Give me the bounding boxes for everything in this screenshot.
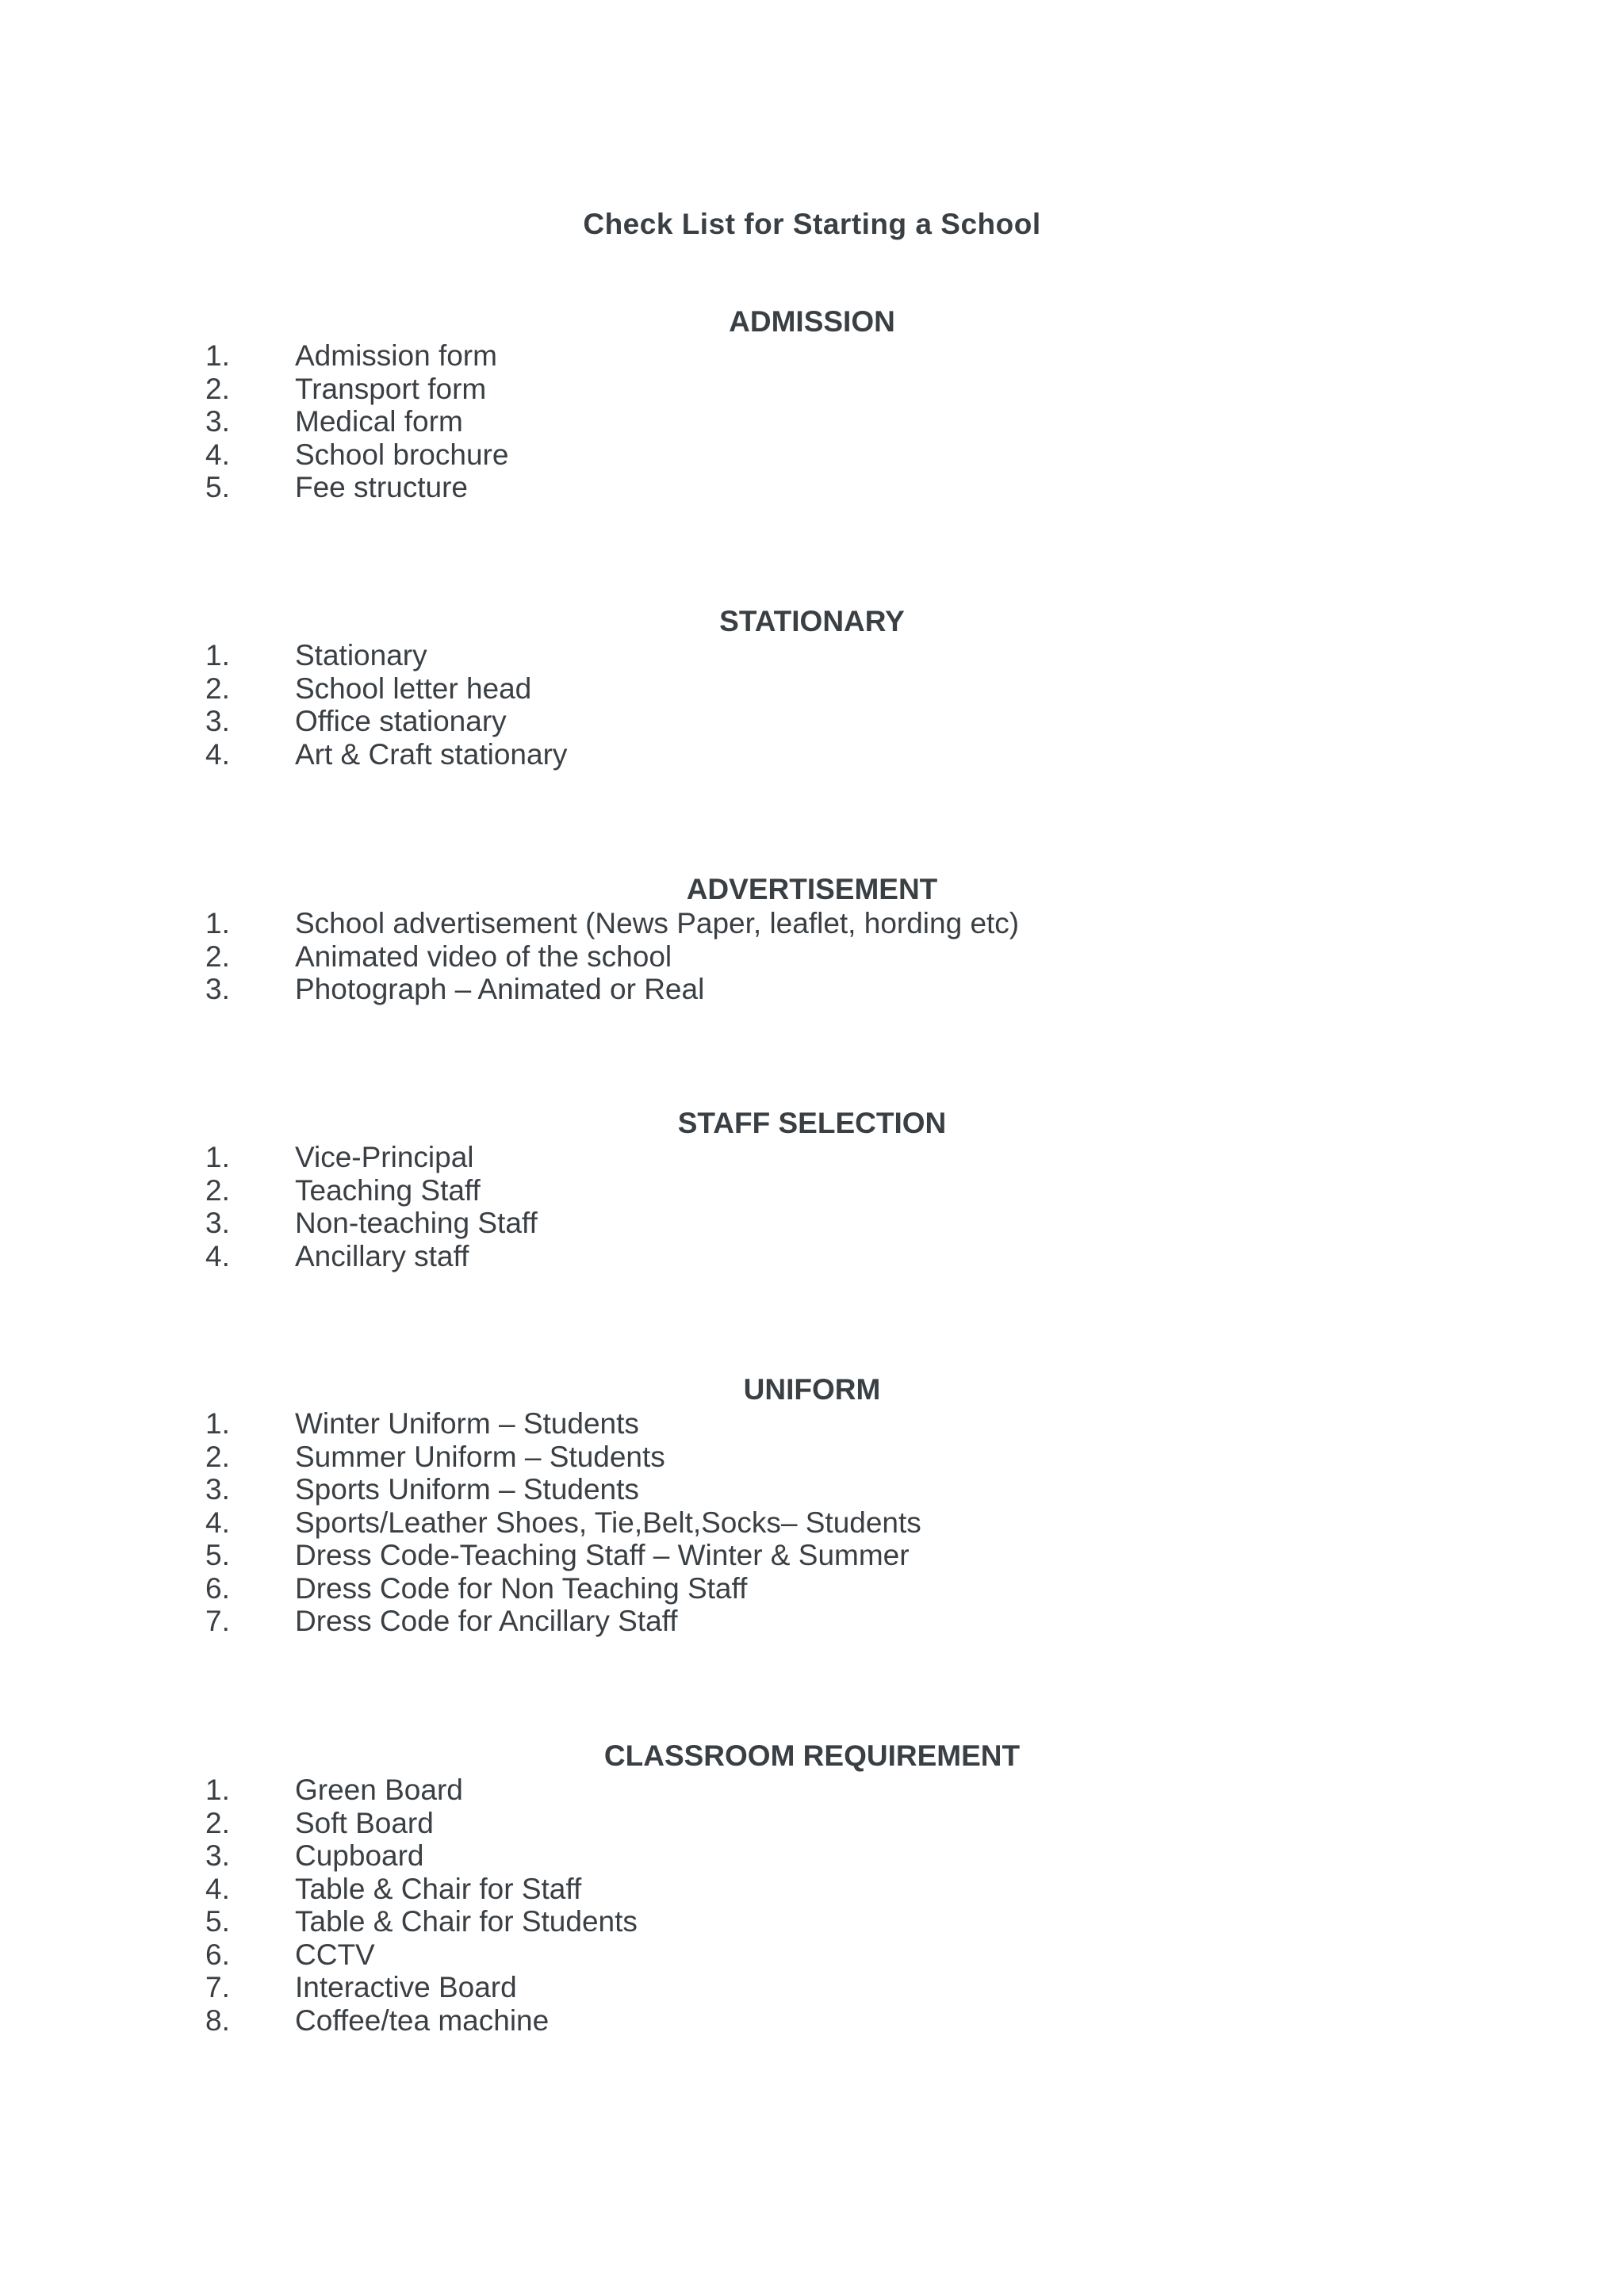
list-item (0, 738, 1624, 771)
item-text: Dress Code for Ancillary Staff (295, 1605, 678, 1637)
section-heading: ADVERTISEMENT (686, 873, 938, 905)
item-text: Sports/Leather Shoes, Tie,Belt,Socks– Students (295, 1506, 921, 1539)
item-text: Transport form (295, 372, 487, 405)
item-text: Sports Uniform – Students (295, 1473, 639, 1506)
section-heading: STATIONARY (719, 605, 905, 637)
list-item (0, 339, 1624, 373)
item-number: 7. (205, 1971, 230, 2003)
item-list (0, 1141, 1624, 1272)
list-item (0, 1938, 1624, 1972)
item-number: 3. (205, 405, 230, 438)
item-number: 4. (205, 1239, 230, 1272)
item-number: 7. (205, 1605, 230, 1637)
item-number: 3. (205, 1207, 230, 1239)
list-item (0, 1506, 1624, 1540)
list-item (0, 1207, 1624, 1240)
list-item (0, 1407, 1624, 1441)
list-item (0, 940, 1624, 974)
item-number: 3. (205, 1473, 230, 1506)
item-list (0, 907, 1624, 1006)
list-item (0, 672, 1624, 706)
item-text: Ancillary staff (295, 1239, 469, 1272)
item-number: 2. (205, 1440, 230, 1473)
list-item (0, 1572, 1624, 1605)
item-number: 4. (205, 438, 230, 471)
item-number: 8. (205, 2003, 230, 2037)
item-number: 3. (205, 705, 230, 737)
item-text: School advertisement (News Paper, leaflet, hording etc) (295, 907, 1020, 939)
item-number: 4. (205, 1872, 230, 1905)
item-text: School letter head (295, 672, 532, 705)
item-number: 6. (205, 1938, 230, 1971)
item-text: Vice-Principal (295, 1141, 474, 1173)
list-item (0, 1605, 1624, 1638)
item-text: School brochure (295, 438, 509, 471)
item-number: 1. (205, 1141, 230, 1173)
item-number: 3. (205, 1839, 230, 1872)
list-item (0, 1905, 1624, 1938)
list-item (0, 1839, 1624, 1873)
list-item (0, 2004, 1624, 2038)
item-text: Admission form (295, 339, 497, 372)
document-title: Check List for Starting a School (583, 208, 1041, 240)
item-text: Medical form (295, 405, 463, 438)
item-number: 1. (205, 1774, 230, 1806)
section-heading: STAFF SELECTION (677, 1107, 947, 1139)
item-text: Stationary (295, 639, 427, 672)
item-list (0, 1774, 1624, 2037)
item-text: Fee structure (295, 471, 468, 503)
item-text: Summer Uniform – Students (295, 1440, 665, 1473)
item-list (0, 1407, 1624, 1638)
list-item (0, 438, 1624, 472)
section-heading: CLASSROOM REQUIREMENT (603, 1739, 1021, 1772)
list-item (0, 1873, 1624, 1906)
item-number: 1. (205, 1407, 230, 1440)
item-text: Photograph – Animated or Real (295, 973, 705, 1005)
item-text: Cupboard (295, 1839, 424, 1872)
item-number: 2. (205, 672, 230, 705)
list-item (0, 1539, 1624, 1572)
item-text: Dress Code for Non Teaching Staff (295, 1571, 748, 1605)
item-number: 5. (205, 471, 230, 503)
item-number: 2. (205, 1806, 230, 1839)
list-item (0, 1807, 1624, 1840)
section-heading: ADMISSION (729, 305, 895, 338)
list-item (0, 1774, 1624, 1807)
item-number: 5. (205, 1905, 230, 1938)
list-item (0, 639, 1624, 672)
item-list (0, 639, 1624, 771)
item-text: Green Board (295, 1774, 463, 1806)
item-text: Office stationary (295, 705, 507, 737)
item-number: 1. (205, 907, 230, 939)
list-item (0, 1971, 1624, 2004)
item-number: 6. (205, 1571, 230, 1605)
list-item (0, 471, 1624, 504)
item-text: Animated video of the school (295, 939, 672, 973)
item-list (0, 339, 1624, 504)
item-text: Art & Craft stationary (295, 737, 568, 771)
item-number: 1. (205, 339, 230, 372)
item-number: 5. (205, 1539, 230, 1571)
item-number: 1. (205, 639, 230, 672)
item-text: Teaching Staff (295, 1173, 481, 1207)
item-number: 3. (205, 973, 230, 1005)
list-item (0, 1441, 1624, 1474)
item-text: CCTV (295, 1938, 375, 1971)
item-number: 4. (205, 1506, 230, 1539)
list-item (0, 1141, 1624, 1174)
item-text: Non-teaching Staff (295, 1207, 538, 1239)
list-item (0, 907, 1624, 940)
list-item (0, 705, 1624, 738)
item-number: 2. (205, 1173, 230, 1207)
item-text: Soft Board (295, 1806, 434, 1839)
list-item (0, 373, 1624, 406)
item-number: 4. (205, 737, 230, 771)
item-text: Winter Uniform – Students (295, 1407, 639, 1440)
item-text: Dress Code-Teaching Staff – Winter & Summer (295, 1539, 910, 1571)
item-text: Table & Chair for Staff (295, 1872, 582, 1905)
list-item (0, 1174, 1624, 1207)
list-item (0, 973, 1624, 1006)
item-number: 2. (205, 939, 230, 973)
item-text: Coffee/tea machine (295, 2003, 550, 2037)
list-item (0, 405, 1624, 438)
item-text: Interactive Board (295, 1971, 517, 2003)
list-item (0, 1473, 1624, 1506)
list-item (0, 1240, 1624, 1273)
section-heading: UNIFORM (743, 1373, 881, 1406)
item-text: Table & Chair for Students (295, 1905, 638, 1938)
item-number: 2. (205, 372, 230, 405)
